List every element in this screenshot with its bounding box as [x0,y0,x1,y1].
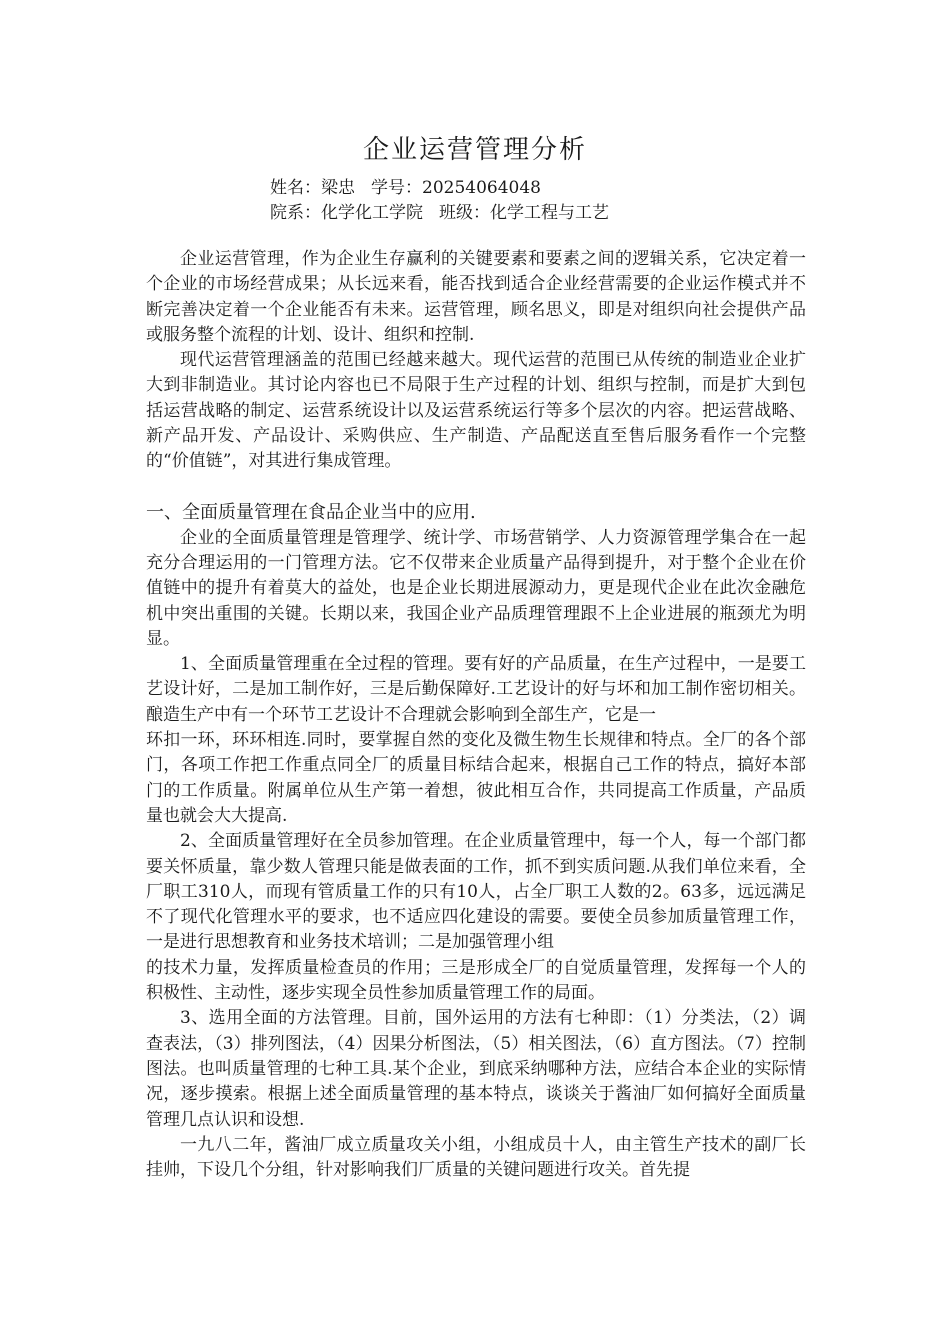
paragraph-scope: 现代运营管理涵盖的范围已经越来越大。现代运营的范围已从传统的制造业企业扩大到非制造业。其讨论内容也已不局限于生产过程的计划、组织与控制，而是扩大到包括运营战略的制定、运营系统设计以及运营系统运行等多个层次的内容。把运营战略、新产品开发、产品设计、采购供应、生产制造、产品配送直至售后服务看作一个完整的“价值链”，对其进行集成管理。 [146,350,806,472]
section-heading-1: 一、全面质量管理在食品企业当中的应用. [146,501,476,523]
document-title: 企业运营管理分析 [362,135,587,165]
paragraph-intro: 企业运营管理，作为企业生存赢利的关键要素和要素之间的逻辑关系，它决定着一个企业的市场经营成果；从长远来看，能否找到适合企业经营需要的企业运作模式并不断完善决定着一个企业能否有未来。运营管理，顾名思义，即是对组织向社会提供产品或服务整个流程的计划、设计、组织和控制. [146,249,806,345]
student-name: 姓名：梁忠 [270,178,355,198]
paragraph-point-1-cont: 环扣一环，环环相连.同时，要掌握自然的变化及微生物生长规律和特点。全厂的各个部门，各项工作把工作重点同全厂的质量目标结合起来，根据自己工作的特点，搞好本部门的工作质量。附属单位从生产第一着想，彼此相互合作，共同提高工作质量，产品质量也就会大大提高. [146,730,806,826]
paragraph-point-2-cont: 的技术力量，发挥质量检查员的作用；三是形成全厂的自觉质量管理，发挥每一个人的积极性、主动性，逐步实现全员性参加质量管理工作的局面。 [146,957,806,1004]
paragraph-1982: 一九八二年，酱油厂成立质量攻关小组，小组成员十人，由主管生产技术的副厂长挂帅，下设几个分组，针对影响我们厂质量的关键问题进行攻关。首先提 [146,1134,806,1181]
department: 院系：化学化工学院 [270,203,423,223]
author-line-1 [270,176,541,200]
document-body [146,247,806,1183]
author-line-2 [270,201,609,225]
student-id: 学号：20254064048 [371,178,541,198]
paragraph-point-1: 1、全面质量管理重在全过程的管理。要有好的产品质量，在生产过程中，一是要工艺设计好，二是加工制作好，三是后勤保障好.工艺设计的好与坏和加工制作密切相关。酿造生产中有一个环节工艺设计不合理就会影响到全部生产，它是一 [146,654,806,725]
paragraph-point-3: 3、选用全面的方法管理。目前，国外运用的方法有七种即：（1）分类法，（2）调查表法，（3）排列图法，（4）因果分析图法，（5）相关图法，（6）直方图法。（7）控制图法。也叫质量管理的七种工具.某个企业，到底采纳哪种方法，应结合本企业的实际情况，逐步摸索。根据上述全面质量管理的基本特点，谈谈关于酱油厂如何搞好全面质量管理几点认识和设想. [146,1008,806,1130]
class-name: 班级：化学工程与工艺 [439,203,609,223]
paragraph-tqm-intro: 企业的全面质量管理是管理学、统计学、市场营销学、人力资源管理学集合在一起充分合理运用的一门管理方法。它不仅带来企业质量产品得到提升，对于整个企业在价值链中的提升有着莫大的益处，也是企业长期进展源动力，更是现代企业在此次金融危机中突出重围的关键。长期以来，我国企业产品质理管理跟不上企业进展的瓶颈尤为明显。 [146,527,806,649]
paragraph-point-2: 2、全面质量管理好在全员参加管理。在企业质量管理中，每一个人，每一个部门都要关怀质量，靠少数人管理只能是做表面的工作，抓不到实质问题.从我们单位来看，全厂职工310人，而现有管质量工作的只有10人，占全厂职工人数的2。63多，远远满足不了现代化管理水平的要求，也不适应四化建设的需要。要使全员参加质量管理工作，一是进行思想教育和业务技术培训；二是加强管理小组 [146,831,806,953]
